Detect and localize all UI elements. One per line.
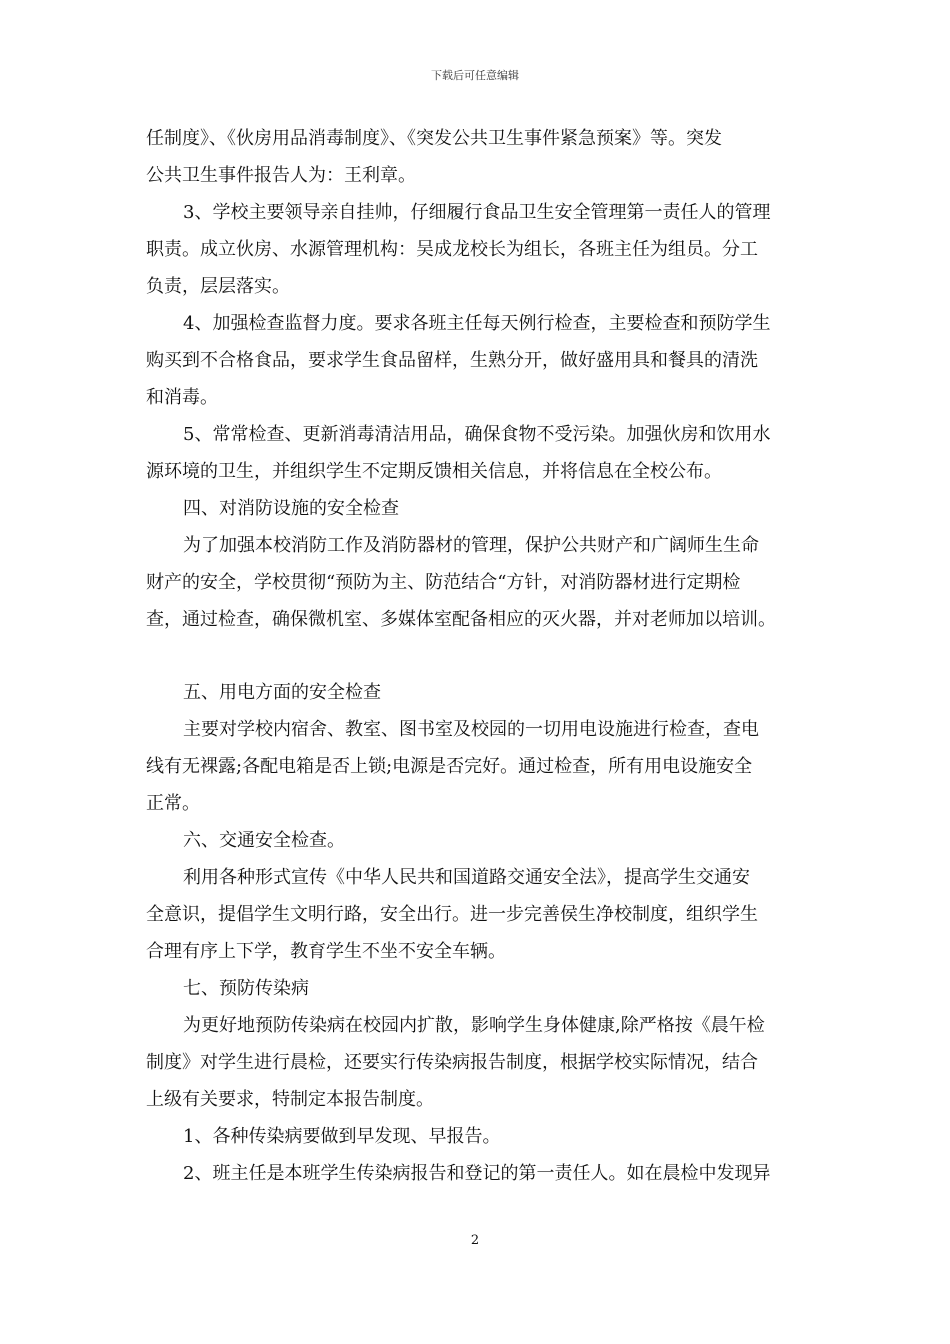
text-line: 财产的安全，学校贯彻“预防为主、防范结合“方针，对消防器材进行定期检 [146, 572, 741, 593]
section-heading: 五、用电方面的安全检查 [183, 682, 381, 703]
text-line: 5、常常检查、更新消毒清洁用品，确保食物不受污染。加强伙房和饮用水 [183, 424, 771, 445]
page-header: 下载后可任意编辑 [431, 69, 519, 82]
text-line: 上级有关要求，特制定本报告制度。 [146, 1089, 434, 1110]
text-line: 1、各种传染病要做到早发现、早报告。 [183, 1126, 501, 1147]
text-line: 2、班主任是本班学生传染病报告和登记的第一责任人。如在晨检中发现异 [183, 1163, 771, 1184]
text-line: 主要对学校内宿舍、教室、图书室及校园的一切用电设施进行检查，查电 [183, 719, 759, 740]
document-body [146, 120, 810, 1192]
text-line: 3、学校主要领导亲自挂帅，仔细履行食品卫生安全管理第一责任人的管理 [183, 202, 771, 223]
text-line: 公共卫生事件报告人为：王利章。 [146, 165, 416, 186]
text-line: 和消毒。 [146, 387, 218, 408]
text-line: 利用各种形式宣传《中华人民共和国道路交通安全法》，提高学生交通安 [183, 867, 750, 888]
text-line: 源环境的卫生，并组织学生不定期反馈相关信息，并将信息在全校公布。 [146, 461, 722, 482]
text-line: 购买到不合格食品，要求学生食品留样，生熟分开，做好盛用具和餐具的清洗 [146, 350, 758, 371]
section-heading: 七、预防传染病 [183, 978, 309, 999]
text-line: 线有无裸露;各配电箱是否上锁;电源是否完好。通过检查，所有用电设施安全 [146, 756, 753, 777]
text-line: 负责，层层落实。 [146, 276, 290, 297]
text-line: 为了加强本校消防工作及消防器材的管理，保护公共财产和广阔师生生命 [183, 535, 759, 556]
text-line: 4、加强检查监督力度。要求各班主任每天例行检查，主要检查和预防学生 [183, 313, 771, 334]
text-line: 正常。 [146, 793, 200, 814]
text-line: 任制度》、《伙房用品消毒制度》、《突发公共卫生事件紧急预案》等。突发 [146, 128, 722, 149]
text-line: 查，通过检查，确保微机室、多媒体室配备相应的灭火器，并对老师加以培训。 [146, 609, 776, 630]
text-line: 为更好地预防传染病在校园内扩散，影响学生身体健康,除严格按《晨午检 [183, 1015, 765, 1036]
text-line: 全意识，提倡学生文明行路，安全出行。进一步完善侯生净校制度，组织学生 [146, 904, 758, 925]
blank-line [146, 638, 810, 674]
page-number: 2 [470, 1233, 480, 1248]
section-heading: 六、交通安全检查。 [183, 830, 345, 851]
section-heading: 四、对消防设施的安全检查 [183, 498, 399, 519]
text-line: 合理有序上下学，教育学生不坐不安全车辆。 [146, 941, 506, 962]
text-line: 制度》对学生进行晨检，还要实行传染病报告制度，根据学校实际情况，结合 [146, 1052, 758, 1073]
text-line: 职责。成立伙房、水源管理机构：吴成龙校长为组长，各班主任为组员。分工 [146, 239, 758, 260]
